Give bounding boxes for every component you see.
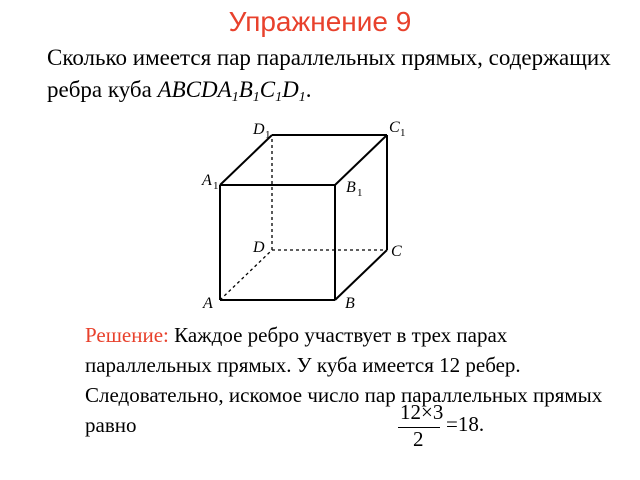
solution-label: Решение: bbox=[85, 323, 169, 347]
question-body: Сколько имеется пар параллельных прямых, содержащих ребра куба bbox=[47, 45, 611, 102]
solution-body: Каждое ребро участвует в трех парах параллельных прямых. У куба имеется 12 ребер. Следовательно, искомое число пар параллельных прямых равно bbox=[85, 323, 603, 437]
vertex-label-B: B bbox=[345, 295, 355, 312]
vertex-sub-B1: 1 bbox=[357, 187, 363, 199]
vertex-sub-A1: 1 bbox=[213, 180, 219, 192]
fraction-numerator: 12×3 bbox=[400, 400, 444, 424]
slide-title: Упражнение 9 bbox=[228, 6, 412, 37]
answer-result: =18. bbox=[446, 412, 485, 436]
vertex-label-D1: D bbox=[253, 121, 265, 138]
edge-AD bbox=[220, 250, 272, 300]
cube-name: $ABCDA_1B_1C_1D_1$ bbox=[157, 77, 306, 105]
edge-A1D1 bbox=[220, 135, 272, 185]
edge-BC bbox=[335, 250, 387, 300]
vertex-sub-D1: 1 bbox=[265, 129, 271, 141]
vertex-label-D: D bbox=[253, 239, 265, 256]
vertex-label-A1: A bbox=[202, 172, 212, 189]
vertex-label-C: C bbox=[391, 243, 402, 260]
answer-fraction bbox=[398, 400, 444, 452]
vertex-label-C1: C bbox=[389, 119, 400, 136]
question-text: Сколько имеется пар параллельных прямых, содержащих ребра куба $ABCDA_1B_1C_1D_1$. bbox=[47, 45, 611, 105]
fraction-denominator: 2 bbox=[413, 427, 424, 451]
times-sign: × bbox=[421, 400, 433, 424]
vertex-sub-C1: 1 bbox=[400, 127, 406, 139]
solution-text bbox=[85, 320, 615, 440]
cube-figure bbox=[195, 110, 425, 320]
vertex-label-B1: B bbox=[346, 179, 356, 196]
vertex-label-A: A bbox=[203, 295, 213, 312]
edge-B1C1 bbox=[335, 135, 387, 185]
